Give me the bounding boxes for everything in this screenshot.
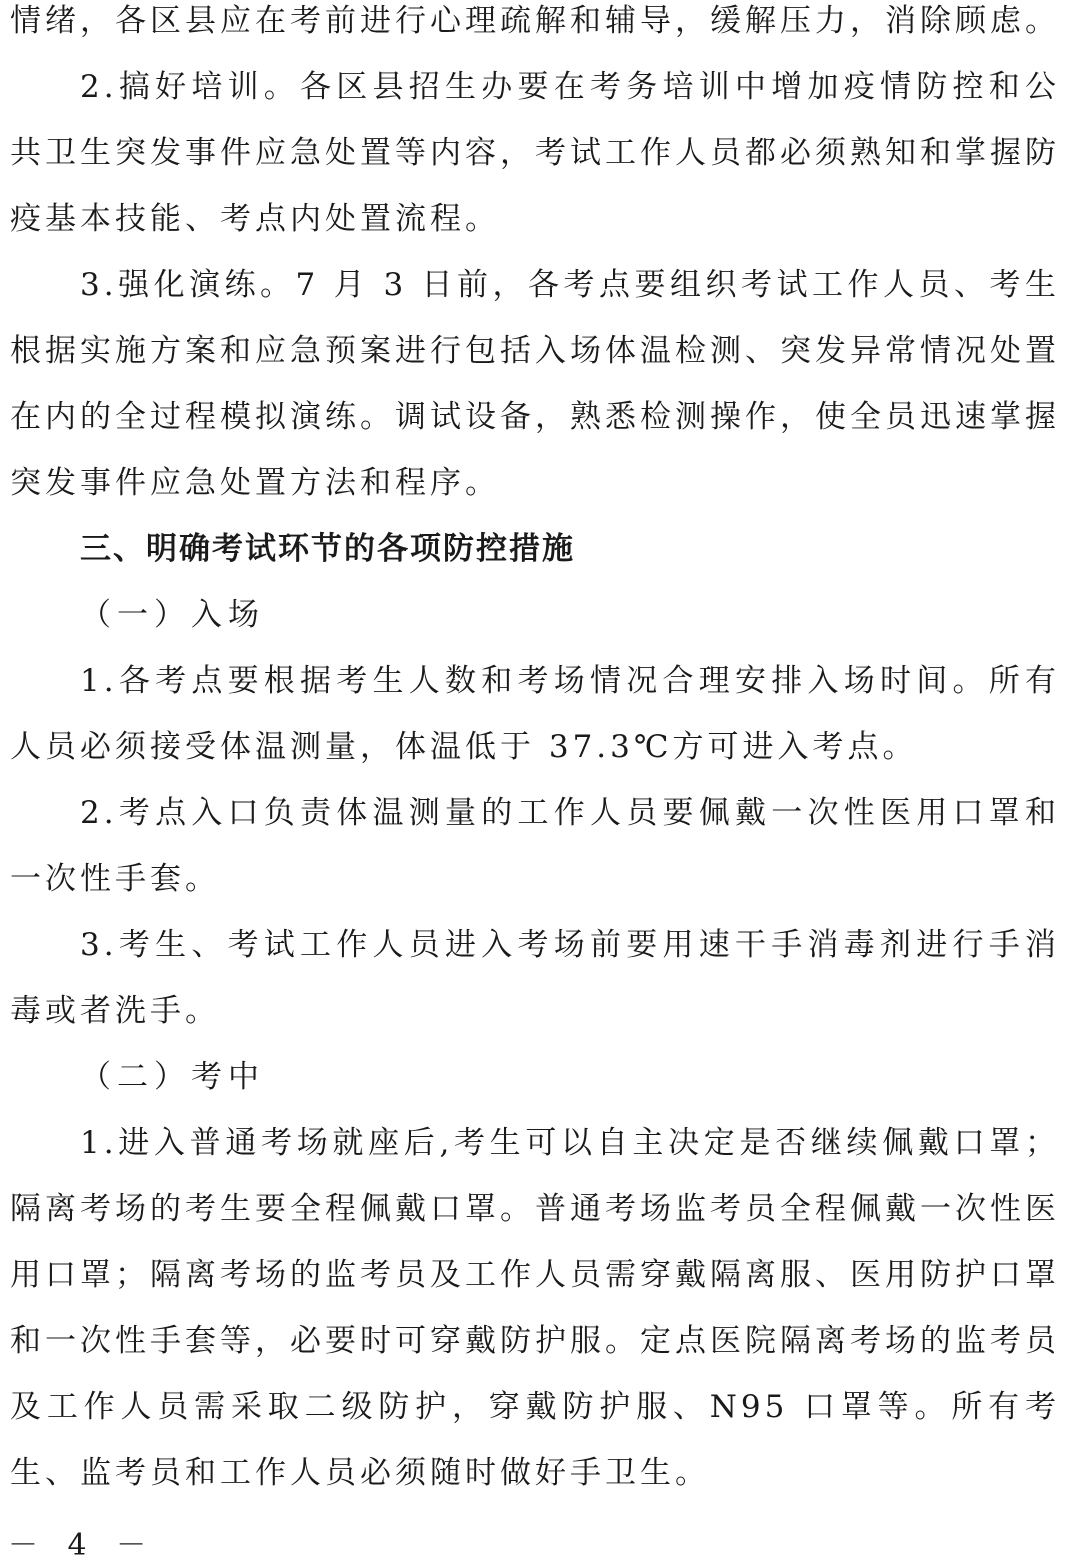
page-number: － 4 － xyxy=(8,1528,157,1563)
paragraph-drill: 3.强化演练。7 月 3 日前，各考点要组织考试工作人员、考生根据实施方案和应急预案进行包括入场体温检测、突发异常情况处置在内的全过程模拟演练。调试设备，熟悉检测操作，使全员迅速掌握突发事件应急处置方法和程序。 xyxy=(10,267,1060,501)
paragraph-continuation: 情绪，各区县应在考前进行心理疏解和辅导，缓解压力，消除顾虑。 xyxy=(10,3,1060,39)
paragraph-during-exam-1: 1.进入普通考场就座后,考生可以自主决定是否继续佩戴口罩；隔离考场的考生要全程佩戴口罩。普通考场监考员全程佩戴一次性医用口罩；隔离考场的监考员及工作人员需穿戴隔离服、医用防护口罩和一次性手套等，必要时可穿戴防护服。定点医院隔离考场的监考员及工作人员需采取二级防护，穿戴防护服、N95 口罩等。所有考生、监考员和工作人员必须随时做好手卫生。 xyxy=(10,1125,1060,1491)
paragraph-entry-1: 1.各考点要根据考生人数和考场情况合理安排入场时间。所有人员必须接受体温测量，体温低于 37.3℃方可进入考点。 xyxy=(10,663,1060,765)
subheading-entry: （一）入场 xyxy=(80,597,265,633)
subheading-during-exam: （二）考中 xyxy=(80,1059,265,1095)
paragraph-training: 2.搞好培训。各区县招生办要在考务培训中增加疫情防控和公共卫生突发事件应急处置等内容，考试工作人员都必须熟知和掌握防疫基本技能、考点内处置流程。 xyxy=(10,69,1060,237)
section-heading: 三、明确考试环节的各项防控措施 xyxy=(80,531,575,567)
document-page xyxy=(10,0,1060,1506)
paragraph-entry-3: 3.考生、考试工作人员进入考场前要用速干手消毒剂进行手消毒或者洗手。 xyxy=(10,927,1060,1029)
paragraph-entry-2: 2.考点入口负责体温测量的工作人员要佩戴一次性医用口罩和一次性手套。 xyxy=(10,795,1060,897)
